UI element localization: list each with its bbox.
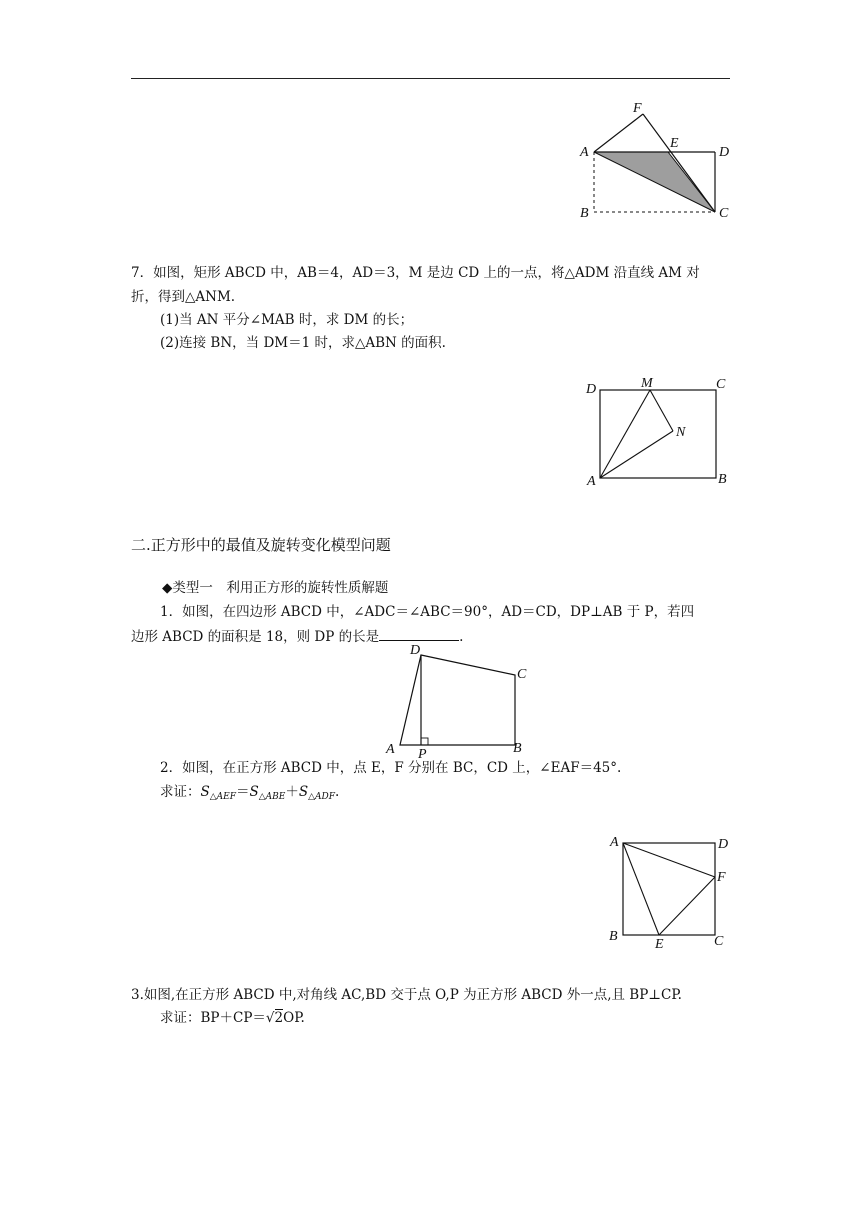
shaded-triangle: [594, 152, 715, 212]
area-subscript-aef: △AEF: [209, 792, 236, 802]
label-C: C: [714, 934, 724, 949]
label-C: C: [517, 667, 527, 682]
label-C: C: [716, 377, 726, 392]
radicand: 2: [274, 1010, 284, 1026]
label-A: A: [610, 835, 619, 850]
problem-7-question1: (1)当 AN 平分∠MAB 时，求 DM 的长；: [160, 312, 414, 328]
problem-3-line1: 3.如图,在正方形 ABCD 中,对角线 AC,BD 交于点 O,P 为正方形 ABCD 外一点,且 BP⊥CP.: [131, 987, 682, 1003]
area-subscript-adf: △ADF: [308, 792, 335, 802]
label-A: A: [587, 474, 596, 489]
label-A: A: [386, 742, 395, 757]
area-symbol-3: S: [298, 784, 309, 800]
figure-2-square: [600, 825, 740, 955]
figure-folded-rectangle: [570, 96, 740, 226]
label-B: B: [513, 741, 522, 756]
problem-7-question2: (2)连接 BN，当 DM＝1 时，求△ABN 的面积.: [160, 335, 446, 351]
figure-1-quadrilateral: [380, 640, 530, 760]
type-1-heading: ◆类型一 利用正方形的旋转性质解题: [162, 580, 389, 596]
label-F: F: [633, 101, 642, 116]
proof-prefix: 求证：: [160, 784, 201, 800]
proof-prefix: 求证：BP＋CP＝: [160, 1010, 266, 1026]
label-N: N: [676, 425, 686, 440]
answer-blank[interactable]: [379, 626, 459, 641]
problem-7-line2: 折，得到△ANM.: [131, 289, 236, 305]
label-E: E: [655, 937, 664, 952]
label-D: D: [410, 643, 421, 658]
section-title: 二.正方形中的最值及旋转变化模型问题: [131, 536, 391, 554]
figure-7-rectangle: [580, 370, 740, 490]
plus-sign: ＋: [285, 784, 299, 800]
problem-2-proof: [160, 782, 339, 807]
label-E: E: [670, 136, 679, 151]
proof-end: .: [335, 784, 340, 800]
label-P: P: [418, 747, 427, 762]
problem-1-line2-text: 边形 ABCD 的面积是 18，则 DP 的长是: [131, 629, 380, 645]
label-B: B: [609, 929, 618, 944]
area-subscript-abe: △ABE: [258, 792, 286, 802]
problem-2-line1: 2．如图，在正方形 ABCD 中，点 E，F 分别在 BC，CD 上，∠EAF＝45°.: [160, 760, 622, 776]
sqrt-icon: √: [265, 1010, 275, 1026]
area-symbol-1: S: [200, 784, 210, 800]
label-B: B: [718, 472, 727, 487]
equals-sign: ＝: [236, 784, 250, 800]
problem-7-line1: 7．如图，矩形 ABCD 中，AB＝4，AD＝3，M 是边 CD 上的一点，将△ADM 沿直线 AM 对: [131, 265, 700, 281]
label-B: B: [580, 206, 589, 221]
label-D: D: [719, 145, 730, 160]
proof-suffix: OP.: [283, 1010, 305, 1026]
label-F: F: [717, 870, 726, 885]
header-rule: [131, 78, 730, 79]
label-D: D: [718, 837, 729, 852]
label-M: M: [641, 376, 653, 391]
label-C: C: [719, 206, 729, 221]
label-A: A: [580, 145, 589, 160]
label-D: D: [586, 382, 597, 397]
problem-3-proof: [160, 1008, 305, 1028]
problem-1-line2-end: .: [459, 629, 464, 645]
area-symbol-2: S: [249, 784, 259, 800]
problem-1-line1: 1．如图，在四边形 ABCD 中，∠ADC＝∠ABC＝90°，AD＝CD，DP⊥AB 于 P，若四: [160, 604, 695, 620]
